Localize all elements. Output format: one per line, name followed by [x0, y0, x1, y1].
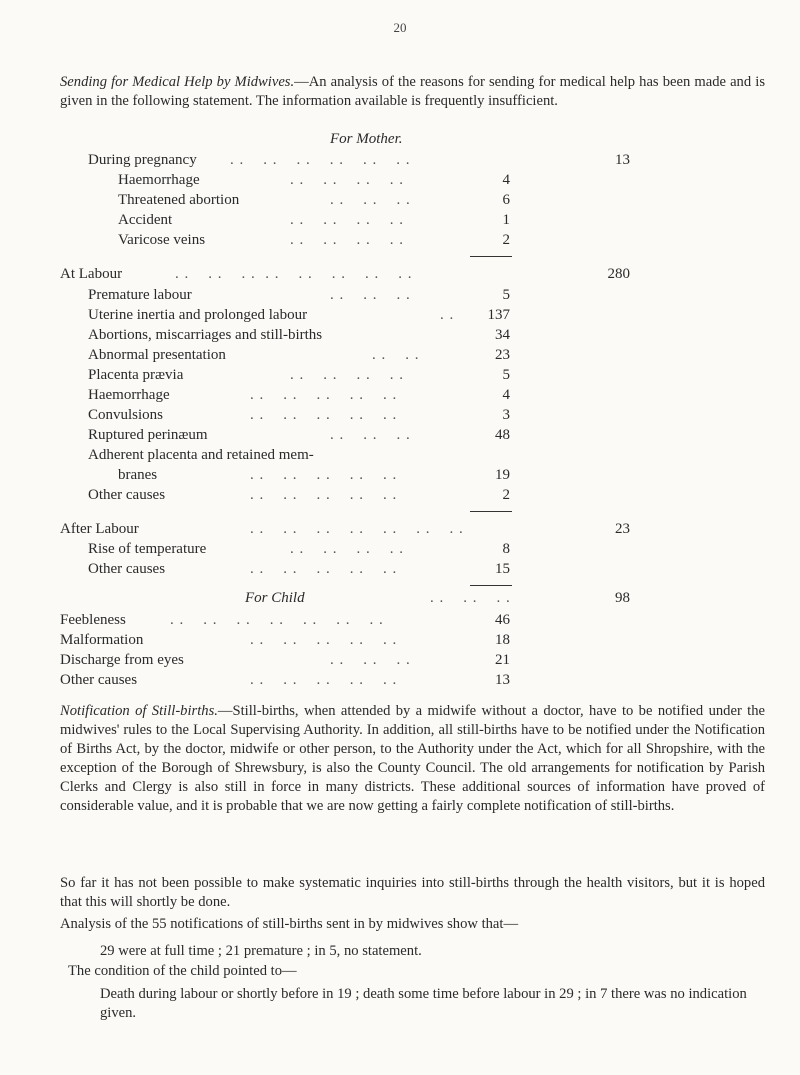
sum-rule — [470, 511, 512, 512]
leader-dots: . . . . . . . . . . — [250, 561, 398, 577]
table-row — [0, 561, 800, 581]
table-row — [0, 307, 800, 327]
row-label: Haemorrhage — [118, 172, 200, 188]
table-row — [0, 287, 800, 307]
row-label: Rise of temperature — [88, 541, 207, 557]
table-row — [0, 487, 800, 507]
leader-dots: . . . . . . . . — [290, 172, 404, 188]
row-label: Other causes — [88, 561, 166, 577]
section-label: After Labour — [60, 521, 139, 537]
row-value: 2 — [502, 487, 510, 503]
row-value: 137 — [487, 307, 510, 323]
row-label: Other causes — [60, 672, 138, 688]
table-row — [0, 192, 800, 212]
section-total: 13 — [615, 152, 630, 168]
row-label: Discharge from eyes — [60, 652, 184, 668]
row-value: 4 — [502, 172, 510, 188]
row-value: 4 — [502, 387, 510, 403]
leader-dots: . . . . . . — [330, 652, 411, 668]
section-label: At Labour — [60, 266, 123, 282]
row-value: 18 — [495, 632, 510, 648]
leader-dots: . . . . . . . . . . . . . . — [250, 521, 464, 537]
row-value: 21 — [495, 652, 510, 668]
leader-dots: . . . . . . — [330, 192, 411, 208]
death-statement: Death during labour or shortly before in 19 ; death some time before labour in 29 ; in 7 there was no indication given. — [100, 986, 747, 1021]
notification-paragraph — [60, 702, 765, 816]
table-row — [0, 541, 800, 561]
row-label: Uterine inertia and prolonged labour — [88, 307, 308, 323]
row-value: 13 — [495, 672, 510, 688]
table-row — [0, 672, 800, 692]
intro-paragraph — [60, 73, 765, 111]
row-label: Varicose veins — [118, 232, 206, 248]
row-value: 34 — [495, 327, 510, 343]
row-label: Abnormal presentation — [88, 347, 226, 363]
leader-dots: . . . . — [372, 347, 420, 363]
table-row — [0, 447, 800, 467]
row-value: 48 — [495, 427, 510, 443]
section-total: 280 — [607, 266, 630, 282]
row-label: Placenta prævia — [88, 367, 184, 383]
row-label: Other causes — [88, 487, 166, 503]
table-row — [0, 232, 800, 252]
row-value: 3 — [502, 407, 510, 423]
table-row — [0, 467, 800, 487]
health-visitors-paragraph: So far it has not been possible to make systematic inquiries into still-births through the health visitors, but it is hoped that this will shortly be done. — [60, 875, 765, 910]
table-row — [0, 632, 800, 652]
table-row — [0, 212, 800, 232]
row-label: Abortions, miscarriages and still-births — [88, 327, 323, 343]
table-row — [0, 327, 800, 347]
row-label: Feebleness — [60, 612, 126, 628]
leader-dots: . . . . . . . . — [290, 367, 404, 383]
row-value: 1 — [502, 212, 510, 228]
table-row — [0, 347, 800, 367]
row-value: 5 — [502, 287, 510, 303]
intro-text: —An analysis of the reasons for sending for medical help has been made and is given in the following statement. The information available is frequently insufficient. — [60, 74, 765, 109]
row-value: 8 — [502, 541, 510, 557]
table-row — [0, 172, 800, 192]
row-label: Malformation — [60, 632, 144, 648]
leader-dots: . . . . . . . . . . — [250, 467, 398, 483]
section-row-labour — [0, 266, 800, 286]
section-label: During pregnancy — [88, 152, 197, 168]
child-heading: For Child — [245, 590, 305, 606]
row-label: Convulsions — [88, 407, 164, 423]
leader-dots: . . . . . . . . . . — [250, 407, 398, 423]
table-row — [0, 367, 800, 387]
leader-dots: . . . . . . — [330, 287, 411, 303]
row-value: 5 — [502, 367, 510, 383]
section-total: 98 — [615, 590, 630, 606]
sum-rule — [470, 585, 512, 586]
leader-dots: . . . . . . . . . . . . — [230, 152, 411, 168]
section-row-child — [0, 590, 800, 610]
table-row — [0, 612, 800, 632]
row-label: Haemorrhage — [88, 387, 170, 403]
section-row-pregnancy — [0, 152, 800, 172]
row-value: 15 — [495, 561, 510, 577]
row-value: 6 — [502, 192, 510, 208]
leader-dots: . . . . . . . . . . — [250, 672, 398, 688]
analysis-paragraph: Analysis of the 55 notifications of still-births sent in by midwives show that— — [60, 916, 519, 932]
leader-dots: . . — [440, 307, 455, 323]
row-label: Threatened abortion — [118, 192, 240, 208]
table-row — [0, 427, 800, 447]
leader-dots: . . . . . . . . . . — [250, 632, 398, 648]
row-label: Accident — [118, 212, 173, 228]
condition-statement: The condition of the child pointed to— — [68, 963, 297, 979]
table-row — [0, 652, 800, 672]
mother-heading: For Mother. — [330, 131, 403, 147]
term-statement: 29 were at full time ; 21 premature ; in 5, no statement. — [100, 943, 422, 959]
row-label: Adherent placenta and retained mem- — [88, 447, 314, 463]
leader-dots: . . . . . . . . . . . . . . . . — [175, 266, 413, 282]
row-label: Ruptured perinæum — [88, 427, 208, 443]
sum-rule — [470, 256, 512, 257]
row-label: branes — [118, 467, 158, 483]
leader-dots: . . . . . . . . — [290, 212, 404, 228]
leader-dots: . . . . . . . . . . . . . . — [170, 612, 384, 628]
notification-text: —Still-births, when attended by a midwife without a doctor, have to be notified under the midwives' rules to the Local Supervising Authority. In addition, all still-births have to be notified under the Notification of Births Act, by the doctor, midwife or other person, to the Authority under the Act, which for all Shropshire, with the exception of the Borough of Shrewsbury, is also the County Council. The old arrangements for notification by Parish Clerks and Clergy is also still in force in many districts. These additional sources of information have proved of considerable value, and it is probable that we are now getting a fairly complete notification of still-births. — [60, 703, 765, 814]
row-value: 46 — [495, 612, 510, 628]
leader-dots: . . . . . . — [430, 590, 511, 606]
table-row — [0, 407, 800, 427]
leader-dots: . . . . . . — [330, 427, 411, 443]
page-number: 20 — [393, 20, 407, 35]
leader-dots: . . . . . . . . — [290, 232, 404, 248]
leader-dots: . . . . . . . . . . — [250, 387, 398, 403]
notification-heading: Notification of Still-births. — [60, 703, 218, 719]
section-row-after-labour — [0, 521, 800, 541]
leader-dots: . . . . . . . . . . — [250, 487, 398, 503]
row-label: Premature labour — [88, 287, 192, 303]
row-value: 2 — [502, 232, 510, 248]
leader-dots: . . . . . . . . — [290, 541, 404, 557]
section-total: 23 — [615, 521, 630, 537]
row-value: 19 — [495, 467, 510, 483]
intro-heading: Sending for Medical Help by Midwives. — [60, 74, 295, 90]
row-value: 23 — [495, 347, 510, 363]
table-row — [0, 387, 800, 407]
